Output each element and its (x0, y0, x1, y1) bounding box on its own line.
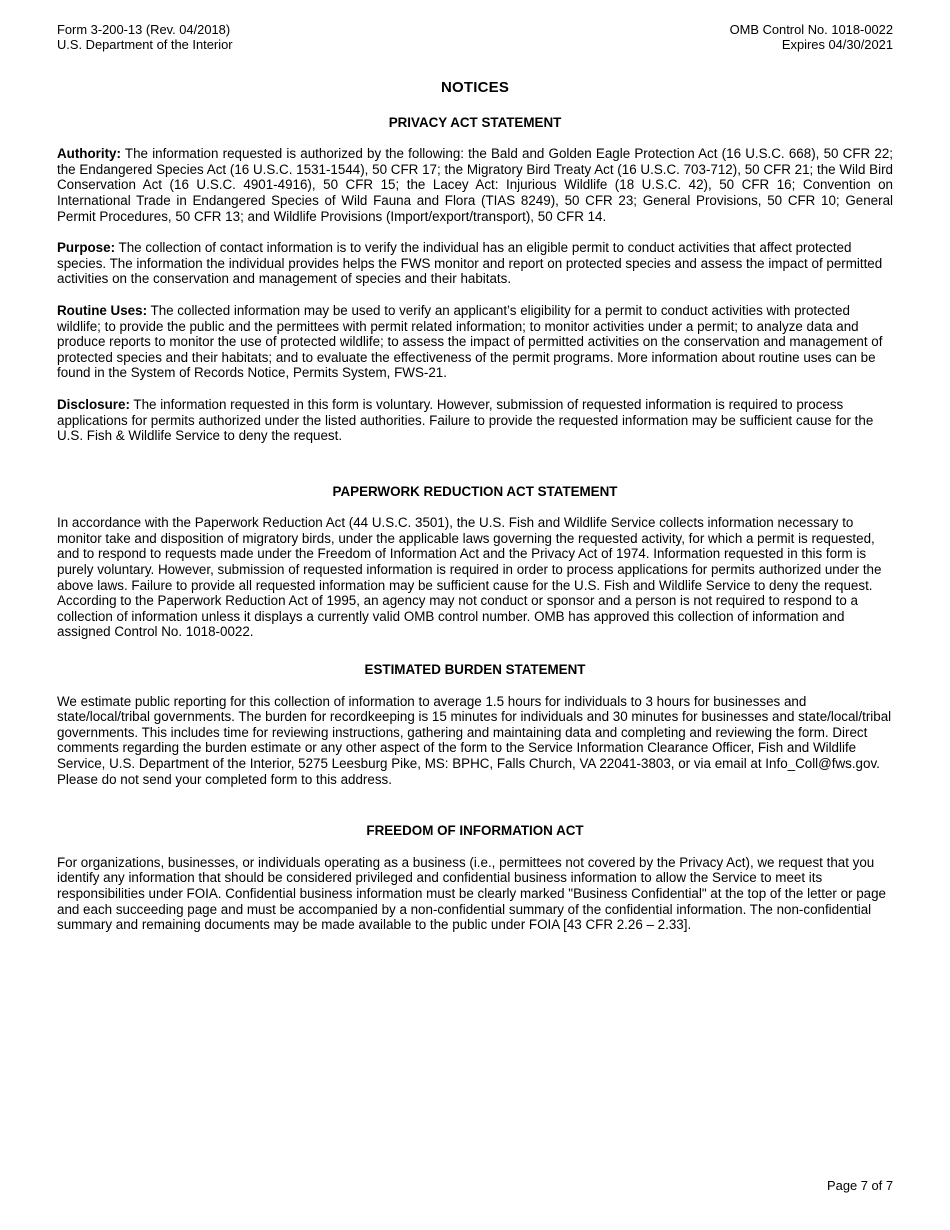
paperwork-reduction-paragraph: In accordance with the Paperwork Reduction Act (44 U.S.C. 3501), the U.S. Fish and Wildlife Service collects information necessary to monitor take and disposition of migratory birds, under the applicable laws governing the requested activity, for which a permit is requested, and to respond to requests made under the Freedom of Information Act and the Privacy Act of 1974. Information requested in this form is purely voluntary. However, submission of requested information is required in order to process applications for permits authorized under the above laws. Failure to provide all requested information may be sufficient cause for the U.S. Fish and Wildlife Service to deny the request. According to the Paperwork Reduction Act of 1995, an agency may not conduct or sponsor and a person is not required to respond to a collection of information unless it displays a currently valid OMB control number. OMB has approved this collection of information and assigned Control No. 1018-0022. (57, 515, 882, 640)
omb-control-number: OMB Control No. 1018-0022 (729, 22, 893, 37)
header-left (57, 22, 233, 52)
estimated-burden-paragraph: We estimate public reporting for this collection of information to average 1.5 hours for individuals to 3 hours for businesses and state/local/tribal governments. The burden for recordkeeping is 15 minutes for individuals and 30 minutes for businesses and state/local/tribal governments. This includes time for reviewing instructions, gathering and maintaining data and completing and reviewing the form. Direct comments regarding the burden estimate or any other aspect of the form to the Service Information Clearance Officer, Fish and Wildlife Service, U.S. Department of the Interior, 5275 Leesburg Pike, MS: BPHC, Falls Church, VA 22041-3803, or via email at Info_Coll@fws.gov. Please do not send your completed form to this address. (57, 693, 892, 787)
foia-paragraph: For organizations, businesses, or individuals operating as a business (i.e., permittees not covered by the Privacy Act), we request that you identify any information that should be considered privileged and confidential business information to allow the Service to meet its responsibilities under FOIA. Confidential business information must be clearly marked "Business Confidential" at the top of the letter or page and each succeeding page and must be accompanied by a non-confidential summary of the confidential information. The non-confidential summary and remaining documents may be made available to the public under FOIA [43 CFR 2.26 – 2.33]. (57, 854, 886, 933)
department-name: U.S. Department of the Interior (57, 37, 233, 52)
header-right (730, 22, 893, 52)
document-header (57, 22, 893, 52)
estimated-burden-heading: ESTIMATED BURDEN STATEMENT (364, 662, 586, 678)
routine-uses-label: Routine Uses: (57, 302, 148, 318)
page-title: NOTICES (440, 79, 510, 96)
routine-uses-paragraph (57, 303, 893, 381)
purpose-label: Purpose: (57, 240, 116, 256)
freedom-of-information-heading: FREEDOM OF INFORMATION ACT (366, 823, 584, 839)
purpose-text: The collection of contact information is to verify the individual has an eligible permit to conduct activities that affect protected species. The information the individual provides helps the FWS monitor and report on protected species and assess the impact of permitted activities on the conservation and management of species and their habitats. (57, 240, 883, 287)
disclosure-paragraph (57, 397, 893, 444)
routine-uses-text: The collected information may be used to verify an applicant’s eligibility for a permit to conduct activities with protected wildlife; to provide the public and the permittees with permit related information; to monitor activities under a permit; to analyze data and produce reports to monitor the use of protected wildlife; to assess the impact of permitted activities on the conservation and management of protected species and their habitats; and to evaluate the effectiveness of the permit programs. More information about routine uses can be found in the System of Records Notice, Permits System, FWS-21. (57, 302, 883, 381)
page-number: Page 7 of 7 (827, 1178, 893, 1194)
authority-label: Authority: (57, 146, 121, 162)
privacy-act-statement-heading: PRIVACY ACT STATEMENT (388, 114, 562, 130)
disclosure-text: The information requested in this form is voluntary. However, submission of requested information is required to process applications for permits authorized under the listed authorities. Failure to provide the requested information may be sufficient cause for the U.S. Fish & Wildlife Service to deny the request. (57, 396, 874, 444)
authority-paragraph (57, 146, 893, 224)
form-number: Form 3-200-13 (Rev. 04/2018) (57, 22, 231, 37)
paperwork-reduction-act-heading: PAPERWORK REDUCTION ACT STATEMENT (332, 483, 618, 499)
purpose-paragraph (57, 240, 893, 287)
authority-text: The information requested is authorized by the following: the Bald and Golden Eagle Protection Act (16 U.S.C. 668), 50 CFR 22; the Endangered Species Act (16 U.S.C. 1531-1544), 50 CFR 17; the Migratory Bird Treaty Act (16 U.S.C. 703-712), 50 CFR 21; the Wild Bird Conservation Act (16 U.S.C. 4901-4916), 50 CFR 15; the Lacey Act: Injurious Wildlife (18 U.S.C. 42), 50 CFR 16; Convention on International Trade in Endangered Species of Wild Fauna and Flora (TIAS 8249), 50 CFR 23; General Provisions, 50 CFR 10; General Permit Procedures, 50 CFR 13; and Wildlife Provisions (Import/export/transport), 50 CFR 14. (57, 146, 893, 224)
expiration-date: Expires 04/30/2021 (781, 37, 893, 52)
disclosure-label: Disclosure: (57, 396, 130, 412)
